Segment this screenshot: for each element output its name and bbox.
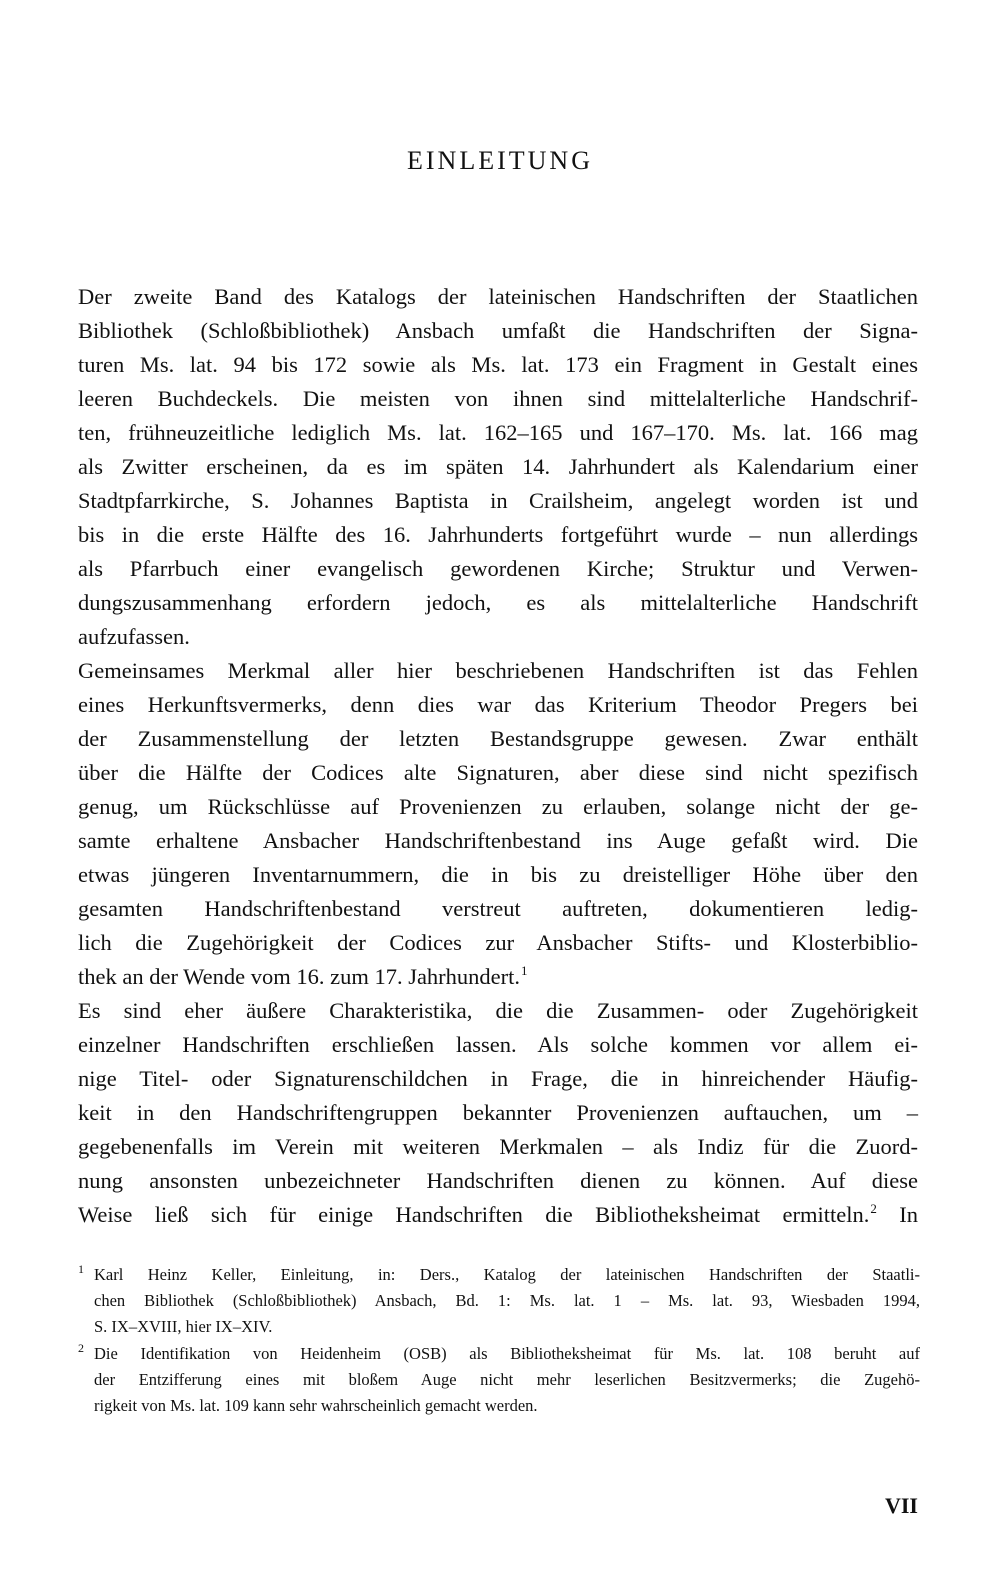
text-line: nige Titel- oder Signaturenschildchen in Frage, die in hinreichender Häufig- bbox=[78, 1066, 918, 1091]
footnote-line: Karl Heinz Keller, Einleitung, in: Ders., Katalog der lateinischen Handschriften der Staatli- bbox=[94, 1265, 920, 1284]
text-line: etwas jüngeren Inventarnummern, die in bis zu dreistelliger Höhe über den bbox=[78, 862, 918, 887]
text-line: lich die Zugehörigkeit der Codices zur Ansbacher Stifts- und Klosterbiblio- bbox=[78, 930, 918, 955]
text-line bbox=[78, 960, 918, 994]
text-line: keit in den Handschriftengruppen bekannter Provenienzen auftauchen, um – bbox=[78, 1100, 918, 1125]
text-line: gegebenenfalls im Verein mit weiteren Merkmalen – als Indiz für die Zuord- bbox=[78, 1134, 918, 1159]
footnote-line: chen Bibliothek (Schloßbibliothek) Ansbach, Bd. 1: Ms. lat. 1 – Ms. lat. 93, Wiesbaden 1994, bbox=[94, 1291, 920, 1310]
text-line: samte erhaltene Ansbacher Handschriftenbestand ins Auge gefaßt wird. Die bbox=[78, 828, 918, 853]
text-line: eines Herkunftsvermerks, denn dies war das Kriterium Theodor Pregers bei bbox=[78, 692, 918, 717]
text-line: gesamten Handschriftenbestand verstreut auftreten, dokumentieren ledig- bbox=[78, 896, 918, 921]
text-line: Stadtpfarrkirche, S. Johannes Baptista in Crailsheim, angelegt worden ist und bbox=[78, 488, 918, 513]
text-line: Es sind eher äußere Charakteristika, die die Zusammen- oder Zugehörigkeit bbox=[78, 998, 918, 1023]
text-line: bis in die erste Hälfte des 16. Jahrhunderts fortgeführt wurde – nun allerdings bbox=[78, 522, 918, 547]
text-line: Bibliothek (Schloßbibliothek) Ansbach umfaßt die Handschriften der Signa- bbox=[78, 318, 918, 343]
text-line: über die Hälfte der Codices alte Signaturen, aber diese sind nicht spezifisch bbox=[78, 760, 918, 785]
text-line: Gemeinsames Merkmal aller hier beschriebenen Handschriften ist das Fehlen bbox=[78, 658, 918, 683]
text-line: der Zusammenstellung der letzten Bestandsgruppe gewesen. Zwar enthält bbox=[78, 726, 918, 751]
text-line bbox=[78, 1198, 918, 1232]
text-line: als Zwitter erscheinen, da es im späten 14. Jahrhundert als Kalendarium einer bbox=[78, 454, 918, 479]
text-line-content: thek an der Wende vom 16. zum 17. Jahrhundert. bbox=[78, 964, 521, 989]
page-number: VII bbox=[884, 1493, 918, 1518]
text-line: einzelner Handschriften erschließen lassen. Als solche kommen vor allem ei- bbox=[78, 1032, 918, 1057]
text-line: ten, frühneuzeitliche lediglich Ms. lat. 162–165 und 167–170. Ms. lat. 166 mag bbox=[78, 420, 918, 445]
page-title: EINLEITUNG bbox=[407, 146, 593, 175]
text-line: dungszusammenhang erfordern jedoch, es als mittelalterliche Handschrift bbox=[78, 590, 918, 615]
footnote-marker: 2 bbox=[78, 1341, 84, 1355]
footnotes bbox=[78, 1262, 920, 1420]
text-line: nung ansonsten unbezeichneter Handschriften dienen zu können. Auf diese bbox=[78, 1168, 918, 1193]
footnote-line: der Entzifferung eines mit bloßem Auge nicht mehr leserlichen Besitzvermerks; die Zugehö- bbox=[94, 1370, 920, 1389]
paragraph-2 bbox=[78, 654, 918, 994]
footnote-ref-2[interactable]: 2 bbox=[870, 1201, 877, 1216]
text-line: turen Ms. lat. 94 bis 172 sowie als Ms. lat. 173 ein Fragment in Gestalt eines bbox=[78, 352, 918, 377]
text-line: genug, um Rückschlüsse auf Provenienzen zu erlauben, solange nicht der ge- bbox=[78, 794, 918, 819]
paragraph-1 bbox=[78, 280, 918, 654]
footnote-line: S. IX–XVIII, hier IX–XIV. bbox=[94, 1317, 273, 1336]
body-text bbox=[78, 280, 918, 1232]
text-line: Der zweite Band des Katalogs der lateinischen Handschriften der Staatlichen bbox=[78, 284, 918, 309]
paragraph-3 bbox=[78, 994, 918, 1232]
footnote-line: Die Identifikation von Heidenheim (OSB) als Bibliotheksheimat für Ms. lat. 108 beruht auf bbox=[94, 1344, 920, 1363]
footnote-marker: 1 bbox=[78, 1262, 84, 1276]
footnote-1 bbox=[78, 1262, 920, 1340]
text-line: leeren Buchdeckels. Die meisten von ihnen sind mittelalterliche Handschrif- bbox=[78, 386, 918, 411]
text-line: als Pfarrbuch einer evangelisch gewordenen Kirche; Struktur und Verwen- bbox=[78, 556, 918, 581]
text-line-tail: In bbox=[899, 1202, 918, 1227]
footnote-ref-1[interactable]: 1 bbox=[521, 963, 528, 978]
text-line: aufzufassen. bbox=[78, 624, 190, 649]
footnote-2 bbox=[78, 1341, 920, 1419]
text-line-content: Weise ließ sich für einige Handschriften die Bibliotheksheimat ermitteln. bbox=[78, 1202, 870, 1227]
footnote-line: rigkeit von Ms. lat. 109 kann sehr wahrscheinlich gemacht werden. bbox=[94, 1396, 538, 1415]
